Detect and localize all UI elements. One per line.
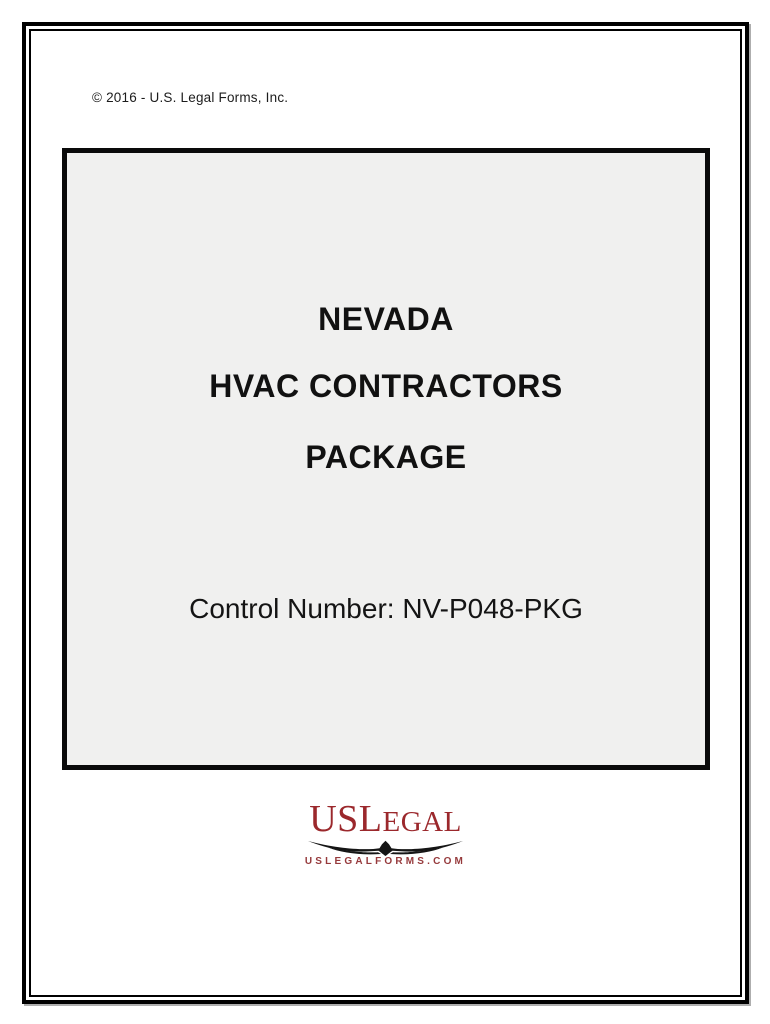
title-box	[62, 148, 710, 770]
page-border-frame	[22, 22, 749, 1004]
uslegal-wordmark	[286, 798, 486, 843]
uslegal-wordmark-primary: USL	[309, 798, 383, 840]
control-number-value: NV-P048-PKG	[402, 593, 583, 624]
copyright-notice: © 2016 - U.S. Legal Forms, Inc.	[92, 90, 289, 105]
title-state: NEVADA	[318, 301, 454, 337]
uslegal-logo	[286, 798, 486, 867]
uslegal-wordmark-secondary: EGAL	[382, 806, 462, 838]
title-subject: HVAC CONTRACTORS	[209, 368, 563, 404]
title-package: PACKAGE	[305, 439, 467, 475]
page-border-inner	[29, 29, 742, 997]
control-number-label: Control Number:	[189, 593, 395, 624]
uslegal-website: USLEGALFORMS.COM	[304, 856, 467, 867]
control-number	[67, 592, 705, 626]
